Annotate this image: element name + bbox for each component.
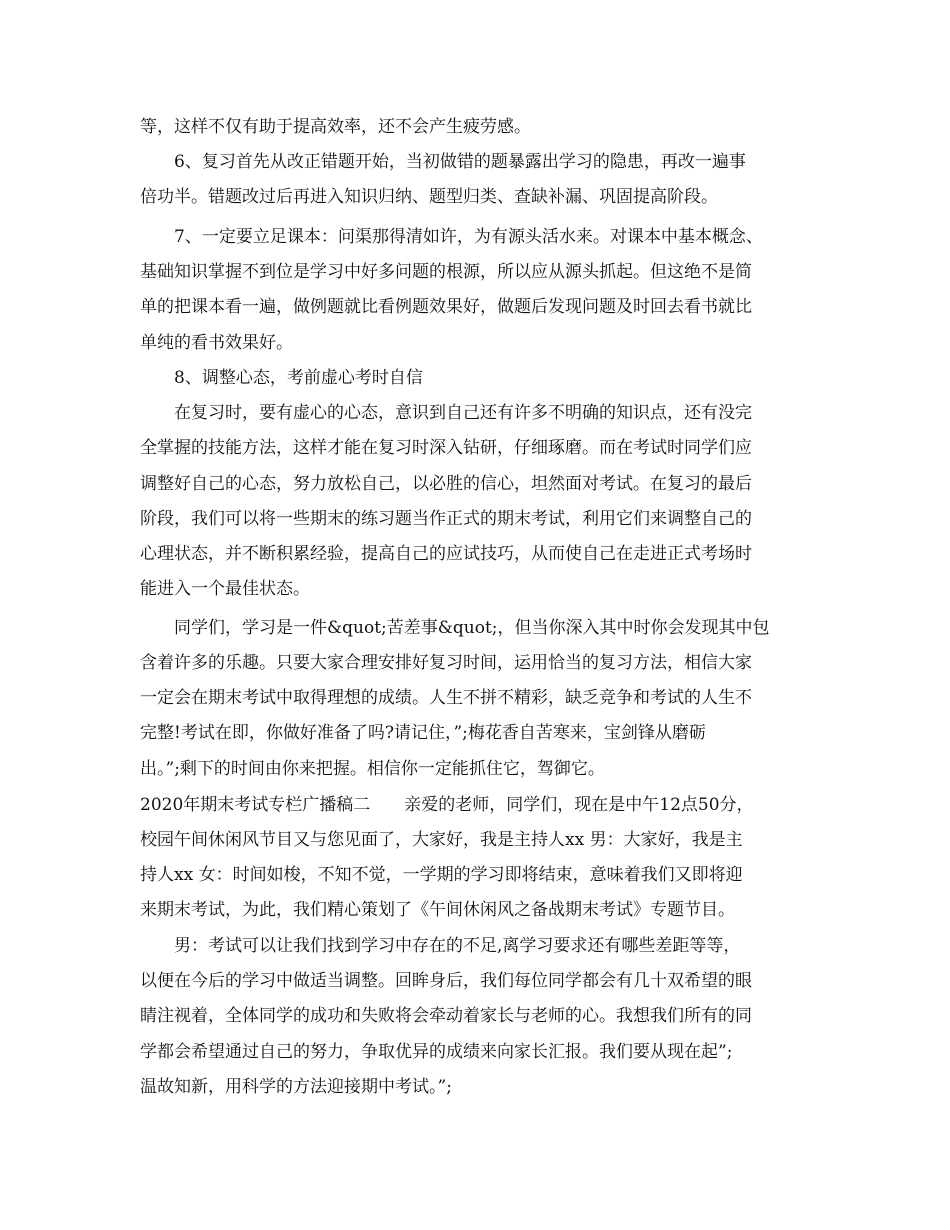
- text-line: 倍功半。错题改过后再进入知识归纳、题型归类、查缺补漏、巩固提高阶段。: [140, 187, 718, 207]
- text-line: 学都会希望通过自己的努力，争取优异的成绩来向家长汇报。我们要从现在起”;: [140, 1042, 733, 1062]
- text-line: 6、复习首先从改正错题开始，当初做错的题暴露出学习的隐患，再改一遍事: [140, 152, 746, 172]
- text-line: 一定会在期末考试中取得理想的成绩。人生不拼不精彩，缺乏竞争和考试的人生不: [140, 688, 752, 708]
- text-line: 7、一定要立足课本：问渠那得清如许，为有源头活水来。对课本中基本概念、: [140, 227, 763, 247]
- text-line: 8、调整心态，考前虚心考时自信: [140, 368, 423, 388]
- text-line: 单纯的看书效果好。: [140, 333, 293, 353]
- text-line: 出。”;剩下的时间由你来把握。相信你一定能抓住它，驾御它。: [140, 759, 605, 779]
- text-line: 调整好自己的心态，努力放松自己，以必胜的信心，坦然面对考试。在复习的最后: [140, 474, 752, 494]
- text-line: 2020年期末考试专栏广播稿二 亲爱的老师，同学们，现在是中午12点50分，: [140, 795, 754, 815]
- text-line: 单的把课本看一遍，做例题就比看例题效果好，做题后发现问题及时回去看书就比: [140, 297, 752, 317]
- text-line: 睛注视着，全体同学的成功和失败将会牵动着家长与老师的心。我想我们所有的同: [140, 1006, 752, 1026]
- text-line: 阶段，我们可以将一些期末的练习题当作正式的期末考试，利用它们来调整自己的: [140, 509, 752, 529]
- text-line: 持人xx 女：时间如梭，不知不觉，一学期的学习即将结束，意味着我们又即将迎: [140, 865, 743, 885]
- text-line: 温故知新，用科学的方法迎接期中考试。”;: [140, 1077, 452, 1097]
- text-line: 基础知识掌握不到位是学习中好多问题的根源，所以应从源头抓起。但这绝不是简: [140, 262, 752, 282]
- text-line: 校园午间休闲风节目又与您见面了，大家好，我是主持人xx 男：大家好，我是主: [140, 830, 743, 850]
- text-line: 心理状态，并不断积累经验，提高自己的应试技巧，从而使自己在走进正式考场时: [140, 544, 752, 564]
- text-line: 完整!考试在即，你做好准备了吗?请记住，”;梅花香自苦寒来，宝剑锋从磨砺: [140, 723, 706, 743]
- text-line: 在复习时，要有虚心的心态，意识到自己还有许多不明确的知识点，还有没完: [140, 403, 752, 423]
- text-line: 全掌握的技能方法，这样才能在复习时深入钻研，仔细琢磨。而在考试时同学们应: [140, 438, 752, 458]
- text-line: 能进入一个最佳状态。: [140, 579, 310, 599]
- text-line: 含着许多的乐趣。只要大家合理安排好复习时间，运用恰当的复习方法，相信大家: [140, 653, 752, 673]
- text-line: 以便在今后的学习中做适当调整。回眸身后，我们每位同学都会有几十双希望的眼: [140, 971, 752, 991]
- text-line: 男：考试可以让我们找到学习中存在的不足,离学习要求还有哪些差距等等，: [140, 936, 741, 956]
- text-line: 来期末考试，为此，我们精心策划了《午间休闲风之备战期末考试》专题节目。: [140, 900, 735, 920]
- text-line: 同学们，学习是一件&quot;苦差事&quot;，但当你深入其中时你会发现其中包: [140, 618, 770, 638]
- text-line: 等，这样不仅有助于提高效率，还不会产生疲劳感。: [140, 117, 531, 137]
